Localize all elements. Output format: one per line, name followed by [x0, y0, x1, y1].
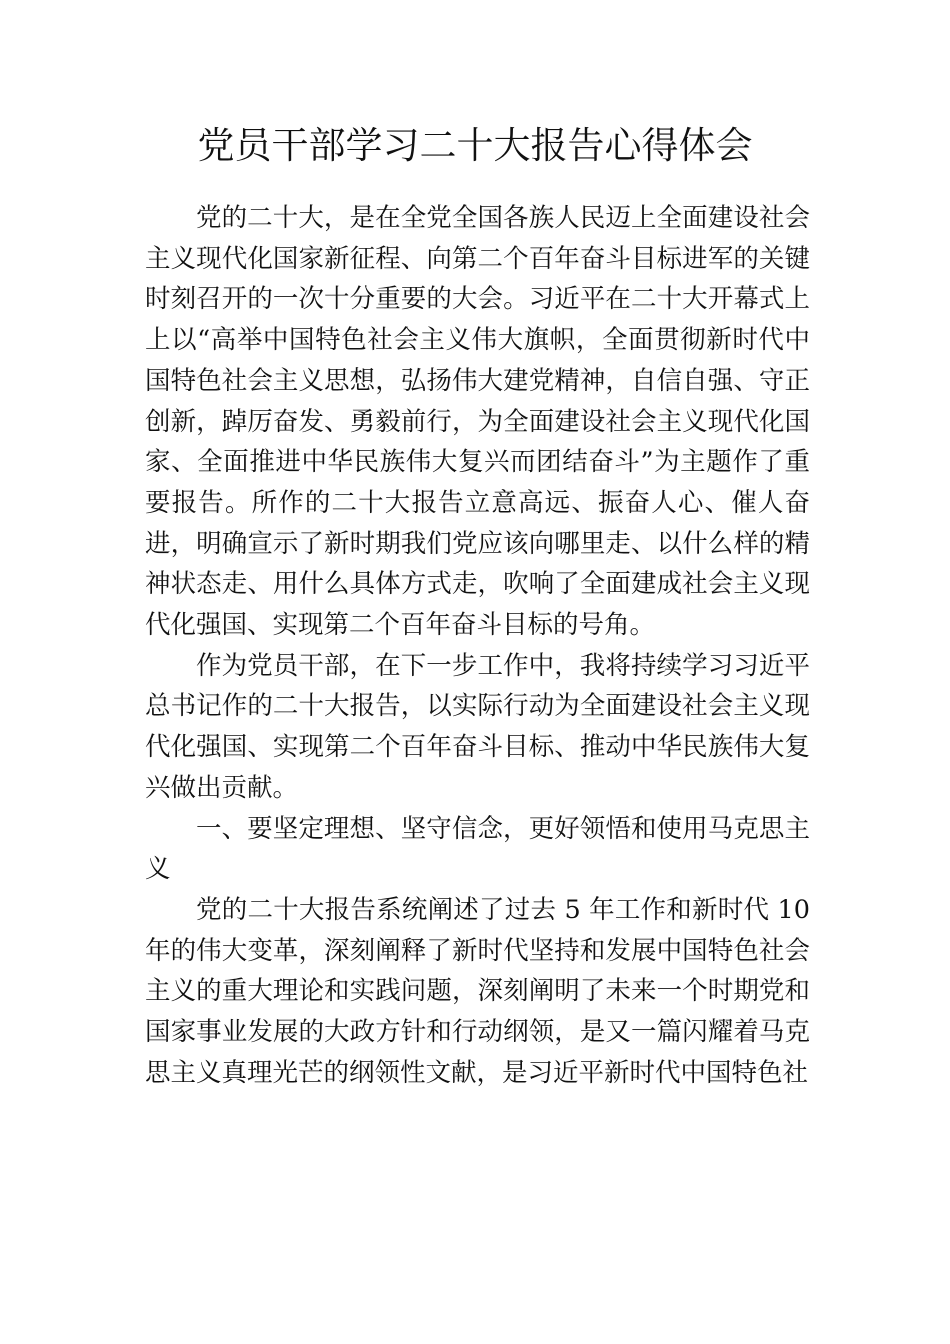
paragraph-report-summary: 党的二十大报告系统阐述了过去 5 年工作和新时代 10 年的伟大变革，深刻阐释了新时代坚持和发展中国特色社会主义的重大理论和实践问题，深刻阐明了未来一个时期党和国家事业发展的大政方针和行动纲领，是又一篇闪耀着马克思主义真理光芒的纲领性文献，是习近平新时代中国特色社 [145, 894, 810, 1088]
document-title: 党员干部学习二十大报告心得体会 [197, 124, 753, 167]
document-body [145, 198, 810, 1093]
section-heading-1: 一、要坚定理想、坚守信念，更好领悟和使用马克思主义 [145, 813, 810, 885]
paragraph-commitment: 作为党员干部，在下一步工作中，我将持续学习习近平总书记作的二十大报告，以实际行动为全面建设社会主义现代化强国、实现第二个百年奋斗目标、推动中华民族伟大复兴做出贡献。 [145, 650, 810, 803]
paragraph-intro: 党的二十大，是在全党全国各族人民迈上全面建设社会主义现代化国家新征程、向第二个百年奋斗目标进军的关键时刻召开的一次十分重要的大会。习近平在二十大开幕式上上以“高举中国特色社会主义伟大旗帜，全面贯彻新时代中国特色社会主义思想，弘扬伟大建党精神，自信自强、守正创新，踔厉奋发、勇毅前行，为全面建设社会主义现代化国家、全面推进中华民族伟大复兴而团结奋斗”为主题作了重要报告。所作的二十大报告立意高远、振奋人心、催人奋进，明确宣示了新时期我们党应该向哪里走、以什么样的精神状态走、用什么具体方式走，吹响了全面建成社会主义现代化强国、实现第二个百年奋斗目标的号角。 [145, 203, 810, 641]
